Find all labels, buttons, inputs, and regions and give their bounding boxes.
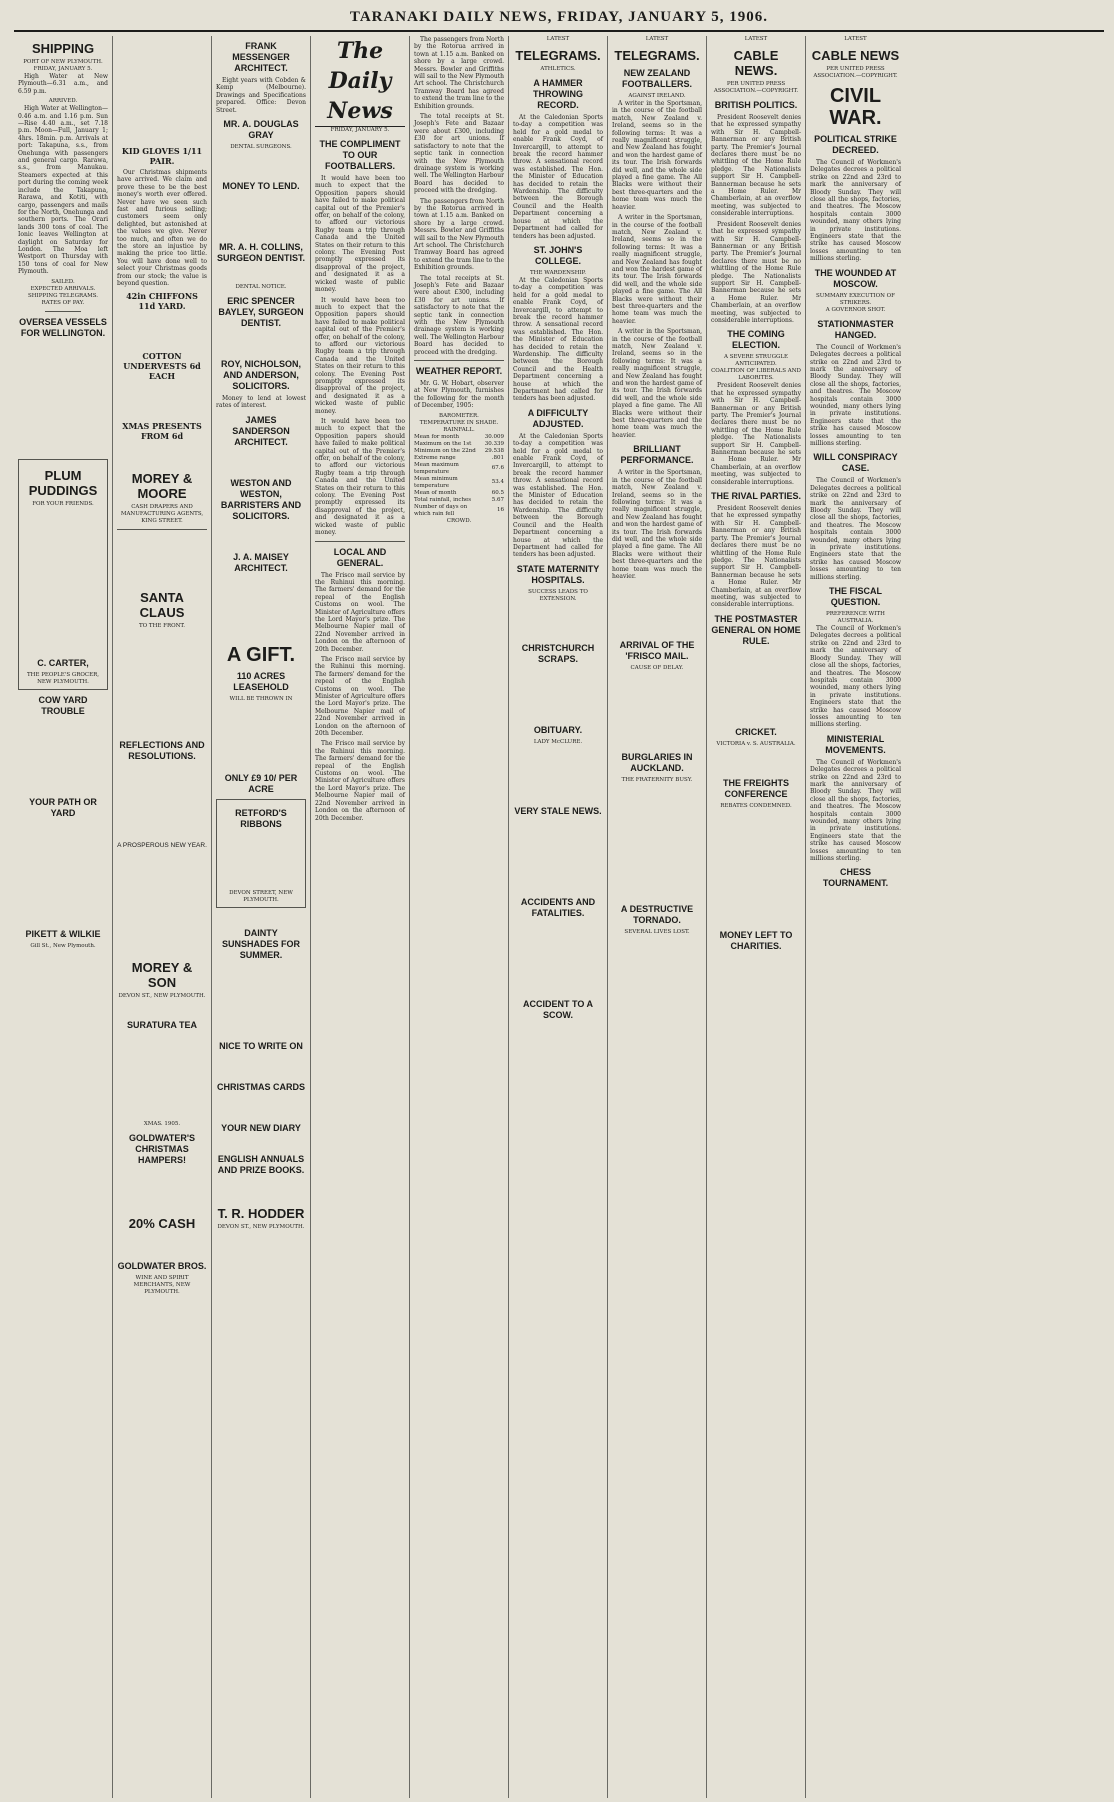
stjohns-heading: ST. JOHN'S COLLEGE.	[533, 244, 583, 266]
brilliant-heading: BRILLIANT PERFORMANCE.	[620, 444, 694, 466]
money-text: Money to lend at lowest rates of interest.	[216, 395, 306, 410]
goldwater-bros-sub: WINE AND SPIRIT MERCHANTS, NEW PLYMOUTH.	[133, 1274, 191, 1295]
carter-sub: THE PEOPLE'S GROCER, NEW PLYMOUTH.	[26, 671, 99, 685]
plum-sub: FOR YOUR FRIENDS.	[32, 500, 94, 507]
pikett-sub: Gill St., New Plymouth.	[30, 942, 96, 949]
annuals-heading: ENGLISH ANNUALS AND PRIZE BOOKS.	[217, 1153, 305, 1175]
difficulty-heading: A DIFFICULTY ADJUSTED.	[527, 407, 589, 429]
chess-heading: CHESS TOURNAMENT.	[822, 867, 889, 889]
column-telegrams-2	[608, 36, 707, 1798]
row-label: Mean maximum temperature	[414, 461, 459, 475]
latest-label: LATEST	[645, 36, 669, 42]
telegram-text-2: At the Caledonian Sports to-day a competition was held for a gold medal to enable Frank Coyd, of Invercargill, to attempt to break the record hammer throw. A sensational record was established. The Hon. the Minister of Education has decided to retain the Wardenship. The difficulty between the Borough Council and the Health Department concerning a house at which the Department had called for tenders has been adjusted.	[513, 276, 603, 403]
cotton-label: COTTON UNDERVESTS	[123, 350, 187, 371]
row-value: .801	[491, 454, 504, 461]
editorial-headline: THE COMPLIMENT TO OUR FOOTBALLERS.	[319, 139, 401, 171]
hammer-heading: A HAMMER THROWING RECORD.	[533, 78, 583, 110]
shipping-heading: SHIPPING	[31, 41, 95, 56]
masthead-rule	[14, 30, 1104, 32]
rebates-heading: REBATES CONDEMNED.	[720, 802, 792, 809]
governor-heading: A GOVERNOR SHOT.	[825, 306, 886, 313]
fraternity-heading: THE FRATERNITY BUSY.	[621, 777, 693, 784]
editorial-date: FRIDAY, JANUARY 5.	[330, 127, 390, 133]
coalition-heading: COALITION OF LIBERALS AND LABORITES.	[711, 368, 801, 382]
price-heading: ONLY £9 10/ PER ACRE	[224, 772, 298, 794]
cash-discount: 20% CASH	[128, 1215, 196, 1231]
plum-puddings-ad	[18, 459, 108, 690]
row-value: 29.538	[484, 447, 504, 454]
cable-text: President Roosevelt denies that he expressed sympathy with Sir H. Campbell-Bannerman or any British party. The Premier's Journal declares there must be no whittling of the Home Rule pledge. The Nationalists support Sir H. Campbell-Bannerman because he sets a Home Ruler. Mr Chamberlain, at an overflow meeting, was subjected to considerable interruptions.	[711, 114, 801, 218]
table-row	[414, 504, 504, 518]
xmas-label: XMAS PRESENTS	[122, 420, 202, 431]
divider	[414, 360, 504, 361]
bayley-heading: ERIC SPENCER BAYLEY, SURGEON DENTIST.	[218, 296, 304, 329]
kid-gloves	[117, 146, 207, 166]
telegram-text-3: At the Caledonian Sports to-day a competition was held for a gold medal to enable Frank Coyd, of Invercargill, to attempt to break the record hammer throw. A sensational record was established. The Hon. the Minister of Education has decided to retain the Wardenship. The difficulty between the Borough Council and the Health Department concerning a house at which the Department had called for tenders has been adjusted.	[513, 432, 603, 559]
cow-yard-heading: COW YARD TROUBLE	[38, 694, 88, 716]
success-heading: SUCCESS LEADS TO EXTENSION.	[528, 588, 588, 602]
freights-heading: THE FREIGHTS CONFERENCE	[722, 777, 789, 799]
assoc-label: PER UNITED PRESS ASSOCIATION.—COPYRIGHT.	[813, 66, 898, 79]
local-news-text-2: The total receipts at St. Joseph's Fete and Bazaar were about £300, including £30 for art unions. If satisfactory to note that the septic tank in connection with the New Plymouth drainage system is working well. The Wellington Harbour Board has decided to proceed with the dredging.	[414, 113, 505, 195]
morey-son: MOREY & SON	[131, 959, 193, 990]
editorial-text: It would have been too much to expect that the Opposition papers should have failed to make political capital out of the Premier's offer, on behalf of the colony, to afford our victorious Rugby team a trip through Canada and the United States on their return to this colony. The Evening Post promptly expressed its disapproval of the project, and designated it as a wicked waste of public money.	[315, 175, 405, 294]
telegrams-heading: SHIPPING TELEGRAMS.	[27, 292, 99, 299]
sanderson-heading: JAMES SANDERSON ARCHITECT.	[232, 414, 290, 447]
morey-moore-sub: CASH DRAPERS AND MANUFACTURING AGENTS, KING STREET.	[120, 503, 204, 524]
table-row	[414, 497, 504, 504]
cable-heading: CABLE NEWS	[811, 48, 900, 63]
column-telegrams-1	[509, 36, 608, 1798]
strike-heading: POLITICAL STRIKE DECREED.	[814, 134, 897, 155]
telegrams-heading: TELEGRAMS.	[515, 48, 601, 63]
weston-heading: WESTON AND WESTON, BARRISTERS AND SOLICITORS.	[220, 477, 302, 521]
diary-heading: YOUR NEW DIARY	[221, 1122, 301, 1133]
chiffons-label: 42in CHIFFONS	[126, 290, 198, 301]
cricket-heading: CRICKET.	[735, 726, 777, 737]
scraps-heading: CHRISTCHURCH SCRAPS.	[521, 642, 595, 664]
cable-text-3: The Council of Workmen's Delegates decrees a political strike on 22nd and 23rd to mark the anniversary of Bloody Sunday. They will close all the shops, factories, and theatres. The Moscow hospitals contain 3000 wounded, many others lying in private institutions. Engineers state that the strike has caused Moscow losses amounting to ten millions sterling.	[810, 477, 901, 581]
fiscal-heading: THE FISCAL QUESTION.	[829, 586, 882, 608]
election-heading: THE COMING ELECTION.	[727, 329, 785, 351]
columns	[14, 36, 1104, 1798]
column-cable-2	[806, 36, 905, 1798]
column-professional	[212, 36, 311, 1798]
stationmaster-heading: STATIONMASTER HANGED.	[817, 318, 894, 340]
table-row	[414, 462, 504, 476]
local-news-text: The passengers from North by the Rotorua arrived in town at 1.15 a.m. Banked on shore by a large crowd. Messrs. Bowler and Griffiths will sail to the New Plymouth Art school. The Christchurch Tramway Board has agreed to extend the tram line to the Exhibition grounds.	[414, 36, 504, 110]
latest-label: LATEST	[844, 36, 867, 42]
morey-son-sub: DEVON ST., NEW PLYMOUTH.	[118, 992, 206, 999]
suratura: SURATURA TEA	[127, 1019, 197, 1030]
messenger-heading: FRANK MESSENGER ARCHITECT.	[232, 41, 290, 73]
row-value: 53.4	[491, 479, 504, 486]
athletics-heading: ATHLETICS.	[540, 66, 576, 72]
scow-heading: ACCIDENT TO A SCOW.	[522, 998, 593, 1020]
port-date: FRIDAY, JANUARY 5.	[33, 66, 93, 72]
telegram-text: At the Caledonian Sports to-day a competition was held for a gold medal to enable Frank Coyd, of Invercargill, to attempt to break the record hammer throw. A sensational record was established. The Hon. the Minister of Education has decided to retain the Wardenship. The difficulty between the Borough Council and the Health Department concerning a house at which the Department had called for tenders has been adjusted.	[513, 114, 603, 240]
drapers-text: Our Christmas shipments have arrived. We claim and prove these to be the best money's worth ever offered. Never have we seen such fast and furious selling; customers seem only delighted, but astonished at the values we give. Never too much, and often we do the store an injustice by making the price too little. You will have done well to select your Christmas goods from our stock; the value is beyond question.	[117, 169, 207, 288]
local-text-3: The Frisco mail service by the Ruhinui this morning. The farmers' demand for the repeal of the English Customs on wool. The Minister of Agriculture offers the Lord Mayor's prize. The Melbourne Napier mail of 22nd November arrived in London on the afternoon of 20th December.	[315, 740, 405, 822]
editorial-text-2: It would have been too much to expect that the Opposition papers should have failed to make political capital out of the Premier's offer, on behalf of the colony, to afford our victorious Rugby team a trip through Canada and the United States on their return to this colony. The Evening Post promptly expressed its disapproval of the project, and designated it as a wicked waste of public money.	[315, 296, 405, 415]
temp-heading: TEMPERATURE IN SHADE.	[419, 419, 499, 426]
conspiracy-heading: WILL CONSPIRACY CASE.	[813, 452, 898, 474]
masthead: TARANAKI DAILY NEWS, FRIDAY, JANUARY 5, 1906.	[349, 9, 769, 25]
row-value: 30.009	[484, 433, 504, 440]
local-news-text-3: The passengers from North by the Rotorua arrived in town at 1.15 a.m. Banked on shore by a large crowd. Messrs. Bowler and Griffiths will sail to the New Plymouth Art school. The Christchurch Tramway Board has agreed to extend the tram line to the Exhibition grounds.	[414, 197, 504, 272]
column-cable-1	[707, 36, 806, 1798]
warden-heading: THE WARDENSHIP.	[529, 269, 587, 276]
postmaster-heading: THE POSTMASTER GENERAL ON HOME RULE.	[711, 613, 801, 646]
carter-heading: C. CARTER,	[37, 657, 89, 668]
latest-label: LATEST	[744, 36, 768, 42]
mccluer-heading: LADY McCLURE.	[533, 738, 583, 745]
table-row	[414, 476, 504, 490]
row-value: 16	[497, 507, 504, 514]
rival-heading: THE RIVAL PARTIES.	[711, 491, 802, 502]
row-value: 67.6	[491, 465, 504, 472]
local-text-2: The Frisco mail service by the Ruhinui this morning. The farmers' demand for the repeal of the English Customs on wool. The Minister of Agriculture offers the Lord Mayor's prize. The Melbourne Napier mail of 22nd November arrived in London on the afternoon of 20th December.	[315, 655, 405, 738]
hodder-heading: T. R. HODDER	[217, 1205, 305, 1221]
high-water-text: High Water at New Plymouth—6.31 a.m., and 6.59 p.m.	[18, 73, 108, 95]
kid-gloves-price: 1/11 PAIR.	[149, 146, 203, 166]
plum-heading: PLUM PUDDINGS	[28, 467, 98, 498]
row-value: 60.5	[491, 489, 504, 496]
row-label: Mean of month	[414, 489, 457, 496]
retford-heading: RETFORD'S RIBBONS	[235, 807, 287, 829]
editorial-text-3: It would have been too much to expect that the Opposition papers should have failed to make political capital out of the Premier's offer, on behalf of the colony, to afford our victorious Rugby team a trip through Canada and the United States on their return to this colony. The Evening Post promptly expressed its disapproval of the project, and designated it as a wicked waste of public money.	[315, 418, 405, 537]
path-heading: YOUR PATH OR YARD	[29, 796, 97, 818]
port-heading: PORT OF NEW PLYMOUTH.	[23, 59, 103, 65]
divider	[315, 541, 405, 542]
ireland-heading: AGAINST IRELAND.	[628, 93, 686, 99]
burglaries-heading: BURGLARIES IN AUCKLAND.	[621, 752, 693, 774]
messenger-text: Eight years with Cobden & Kemp (Melbourne). Drawings and Specifications prepared. Office: Devon Street.	[216, 77, 306, 114]
expected-heading: EXPECTED ARRIVALS.	[30, 285, 96, 292]
obituary-heading: OBITUARY.	[533, 724, 583, 735]
football-heading: NEW ZEALAND FOOTBALLERS.	[622, 68, 692, 89]
table-row	[414, 490, 504, 497]
assoc-label: PER UNITED PRESS ASSOCIATION.—COPYRIGHT.	[713, 81, 799, 94]
cards-heading: CHRISTMAS CARDS	[216, 1081, 305, 1092]
kid-gloves-label: KID GLOVES	[121, 146, 180, 156]
table-row	[414, 441, 504, 448]
prosperous-heading: A PROSPEROUS NEW YEAR.	[117, 841, 207, 849]
hodder-sub: DEVON ST., NEW PLYMOUTH.	[217, 1223, 305, 1230]
row-label: Mean for month	[414, 433, 460, 440]
rates-heading: RATES OF PAY.	[41, 299, 85, 306]
cable-text-4: President Roosevelt denies that he expressed sympathy with Sir H. Campbell-Bannerman or any British party. The Premier's Journal declares there must be no whittling of the Home Rule pledge. The Nationalists support Sir H. Campbell-Bannerman because he sets a Home Ruler. Mr Chamberlain, at an overflow meeting, was subjected to considerable interruptions.	[711, 505, 801, 609]
goldwater-bros: GOLDWATER BROS.	[117, 1260, 207, 1271]
cable-text-5: The Council of Workmen's Delegates decrees a political strike on 22nd and 23rd to mark the anniversary of Bloody Sunday. They will close all the shops, factories, and theatres. The Moscow hospitals contain 3000 wounded, many others lying in private institutions. Engineers state that the strike has caused Moscow losses amounting to ten millions sterling.	[810, 758, 901, 863]
xmas-price: FROM 6d	[140, 430, 184, 441]
money-heading: MONEY TO LEND.	[222, 181, 300, 192]
row-label: Total rainfall, inches	[414, 496, 472, 503]
divider	[117, 529, 207, 530]
football-text-4: A writer in the Sportsman, in the course of the football match, New Zealand v. Ireland, seems so in the following terms: It was a really magnificent struggle, and New Zealand has fought and won the hardest game of its tour. The Irish forwards did well, and the whole side played a fine game. The All Blacks were without their best three-quarters and the home team was much the heavier.	[612, 469, 702, 580]
chiffons-price: 11d YARD.	[138, 300, 186, 311]
row-label: Extreme range	[414, 454, 456, 461]
cable-text-3: President Roosevelt denies that he expressed sympathy with Sir H. Campbell-Bannerman or any British party. The Premier's Journal declares there must be no whittling of the Home Rule pledge. The Nationalists support Sir H. Campbell-Bannerman because he sets a Home Ruler. Mr Chamberlain, at an overflow meeting, was subjected to considerable interruptions.	[711, 382, 801, 486]
xmas-1905: XMAS. 1905.	[143, 1120, 181, 1127]
column-local	[410, 36, 509, 1798]
summary-heading: SUMMARY EXECUTION OF STRIKERS.	[815, 292, 895, 306]
football-text: A writer in the Sportsman, in the course of the football match, New Zealand v. Ireland, seems so in the following terms: It was a really magnificent struggle, and New Zealand has fought and won the hardest game of its tour. The Irish forwards did well, and the whole side played a fine game. The All Blacks were without their best three-quarters and the home team was much the heavier.	[612, 100, 702, 211]
table-row	[414, 434, 504, 441]
stale-heading: VERY STALE NEWS.	[514, 805, 602, 816]
sailed-heading: SAILED.	[51, 278, 75, 285]
retford-box	[216, 799, 306, 908]
wounded-heading: THE WOUNDED AT MOSCOW.	[814, 267, 897, 289]
barometer-heading: BAROMETER.	[439, 412, 479, 419]
column-editorial	[311, 36, 410, 1798]
preference-heading: PREFERENCE WITH AUSTRALIA.	[826, 611, 885, 625]
civil-war-heading: CIVIL WAR.	[829, 85, 882, 129]
pikett-heading: PIKETT & WILKIE	[25, 928, 101, 939]
santa-heading: SANTA CLAUS	[139, 589, 185, 620]
rainfall-heading: RAINFALL.	[443, 426, 475, 433]
sunshades-heading: DAINTY SUNSHADES FOR SUMMER.	[221, 927, 300, 960]
british-heading: BRITISH POLITICS.	[714, 100, 798, 110]
column-shipping	[14, 36, 113, 1798]
weather-intro: Mr. G. W. Hobart, observer at New Plymouth, furnishes the following for the month of December, 1905:	[414, 380, 504, 410]
accidents-heading: ACCIDENTS AND FATALITIES.	[520, 896, 596, 918]
row-value: 30.339	[484, 440, 504, 447]
roy-heading: ROY, NICHOLSON, AND ANDERSON, SOLICITORS.	[220, 359, 301, 392]
row-label: Maximum on the 1st	[414, 440, 472, 447]
local-heading: LOCAL AND GENERAL.	[333, 546, 387, 568]
acres-sub: WILL BE THROWN IN	[229, 695, 293, 702]
dental-heading: DENTAL SURGEONS.	[230, 144, 292, 151]
reflections-heading: REFLECTIONS AND RESOLUTIONS.	[119, 739, 205, 761]
row-label: Number of days on which rain fell	[414, 503, 468, 517]
morey-moore: MOREY & MOORE	[131, 470, 193, 501]
xmas-ad	[117, 421, 207, 441]
table-row	[414, 448, 504, 455]
collins-heading: MR. A. H. COLLINS, SURGEON DENTIST.	[216, 242, 305, 264]
row-label: Minimum on the 22nd	[414, 447, 476, 454]
local-news-text-4: The total receipts at St. Joseph's Fete and Bazaar were about £300, including £30 for art unions. If satisfactory to note that the septic tank in connection with the New Plymouth drainage system is working well. The Wellington Harbour Board has decided to proceed with the dredging.	[414, 274, 505, 356]
row-value: 5.67	[491, 496, 504, 503]
cotton-price: 6d EACH	[148, 360, 201, 381]
weather-heading: WEATHER REPORT.	[415, 366, 503, 377]
goldwater-hampers: GOLDWATER'S CHRISTMAS HAMPERS!	[129, 1132, 195, 1165]
maisey-heading: J. A. MAISEY ARCHITECT.	[233, 551, 289, 573]
cable-text-2: President Roosevelt denies that he expressed sympathy with Sir H. Campbell-Bannerman or any British party. The Premier's Journal declares there must be no whittling of the Home Rule pledge. The Nationalists support Sir H. Campbell-Bannerman because he sets a Home Ruler. Mr Chamberlain, at an overflow meeting, was subjected to considerable interruptions.	[711, 220, 801, 324]
arrived-heading: ARRIVED.	[48, 98, 78, 105]
struggle-heading: A SEVERE STRUGGLE ANTICIPATED.	[723, 354, 789, 368]
gift-heading: A GIFT.	[226, 643, 296, 666]
column-drapers	[113, 36, 212, 1798]
retford-address: DEVON STREET, NEW PLYMOUTH.	[229, 889, 293, 903]
ministerial-heading: MINISTERIAL MOVEMENTS.	[825, 733, 886, 755]
acres-heading: 110 ACRES LEASEHOLD	[233, 670, 289, 692]
chiffons-ad	[117, 291, 207, 311]
telegrams-heading: TELEGRAMS.	[614, 48, 700, 63]
tornado-heading: A DESTRUCTIVE TORNADO.	[620, 904, 694, 926]
lives-heading: SEVERAL LIVES LOST.	[624, 929, 690, 936]
cable-text-2: The Council of Workmen's Delegates decrees a political strike on 22nd and 23rd to mark the anniversary of Bloody Sunday. They will close all the shops, factories, and theatres. The Moscow hospitals contain 3000 wounded, many others lying in private institutions. Engineers state that the strike has caused Moscow losses amounting to ten millions sterling.	[810, 343, 901, 447]
cotton-ad	[117, 351, 207, 381]
write-heading: NICE TO WRITE ON	[219, 1040, 303, 1051]
santa-sub: TO THE FRONT.	[138, 622, 186, 629]
latest-label: LATEST	[546, 36, 570, 42]
gray-heading: MR. A. DOUGLAS GRAY	[223, 119, 299, 141]
charities-heading: MONEY LEFT TO CHARITIES.	[719, 929, 793, 951]
notice-heading: DENTAL NOTICE.	[235, 284, 287, 291]
football-text-3: A writer in the Sportsman, in the course of the football match, New Zealand v. Ireland, seems so in the following terms: It was a really magnificent struggle, and New Zealand has fought and won the hardest game of its tour. The Irish forwards did well, and the whole side played a fine game. The All Blacks were without their best three-quarters and the home team was much the heavier.	[612, 328, 702, 439]
divider	[45, 311, 81, 312]
shipping-text: High Water at Wellington—0.46 a.m. and 1.16 p.m. Sun—Rise 4.40 a.m., set 7.18 p.m. Moon—Full, January 1; 4hrs. 18min. p.m. Arrivals at port: Takapuna, s.s., from Onehunga with passengers and general cargo. Rarawa, s.s., from Manukau. Steamers expected at this port during the coming week include the Takapuna, Rarawa, and Kotiti, with cargo, passengers and mails for the North, Onehunga and southern ports. The Orari lands 300 tons of coal. The Ionic leaves Wellington at daylight on Saturday for London. The Moa left Westport on Thursday with 150 tons of coal for New Plymouth.	[18, 105, 108, 276]
cable-text-4: The Council of Workmen's Delegates decrees a political strike on 22nd and 23rd to mark the anniversary of Bloody Sunday. They will close all the shops, factories, and theatres. The Moscow hospitals contain 3000 wounded, many others lying in private institutions. Engineers state that the strike has caused Moscow losses amounting to ten millions sterling.	[810, 625, 901, 729]
local-text: The Frisco mail service by the Ruhinui this morning. The farmers' demand for the repeal of the English Customs on wool. The Minister of Agriculture offers the Lord Mayor's prize. The Melbourne Napier mail of 22nd November arrived in London on the afternoon of 20th December.	[315, 571, 405, 653]
table-row	[414, 455, 504, 462]
frisco-heading: ARRIVAL OF THE 'FRISCO MAIL.	[619, 640, 695, 662]
cable-heading: CABLE NEWS.	[733, 48, 779, 78]
victoria-heading: VICTORIA v. S. AUSTRALIA.	[716, 740, 796, 747]
weather-table	[414, 434, 504, 518]
cable-text: The Council of Workmen's Delegates decrees a political strike on 22nd and 23rd to mark the anniversary of Bloody Sunday. They will close all the shops, factories, and theatres. The Moscow hospitals contain 3000 wounded, many others lying in private institutions. Engineers state that the strike has caused Moscow losses amounting to ten millions sterling.	[810, 159, 901, 263]
daily-news-logo: The Daily News	[315, 36, 405, 127]
row-label: Mean minimum temperature	[414, 475, 458, 489]
football-text-2: A writer in the Sportsman, in the course of the football match, New Zealand v. Ireland, seems so in the following terms: It was a really magnificent struggle, and New Zealand has fought and won the hardest game of its tour. The Irish forwards did well, and the whole side played a fine game. The All Blacks were without their best three-quarters and the home team was much the heavier.	[612, 214, 702, 325]
oversea-heading: OVERSEA VESSELS FOR WELLINGTON.	[19, 316, 107, 338]
maternity-heading: STATE MATERNITY HOSPITALS.	[516, 563, 600, 585]
delay-heading: CAUSE OF DELAY.	[630, 665, 684, 672]
crowd-heading: CROWD.	[446, 517, 472, 524]
